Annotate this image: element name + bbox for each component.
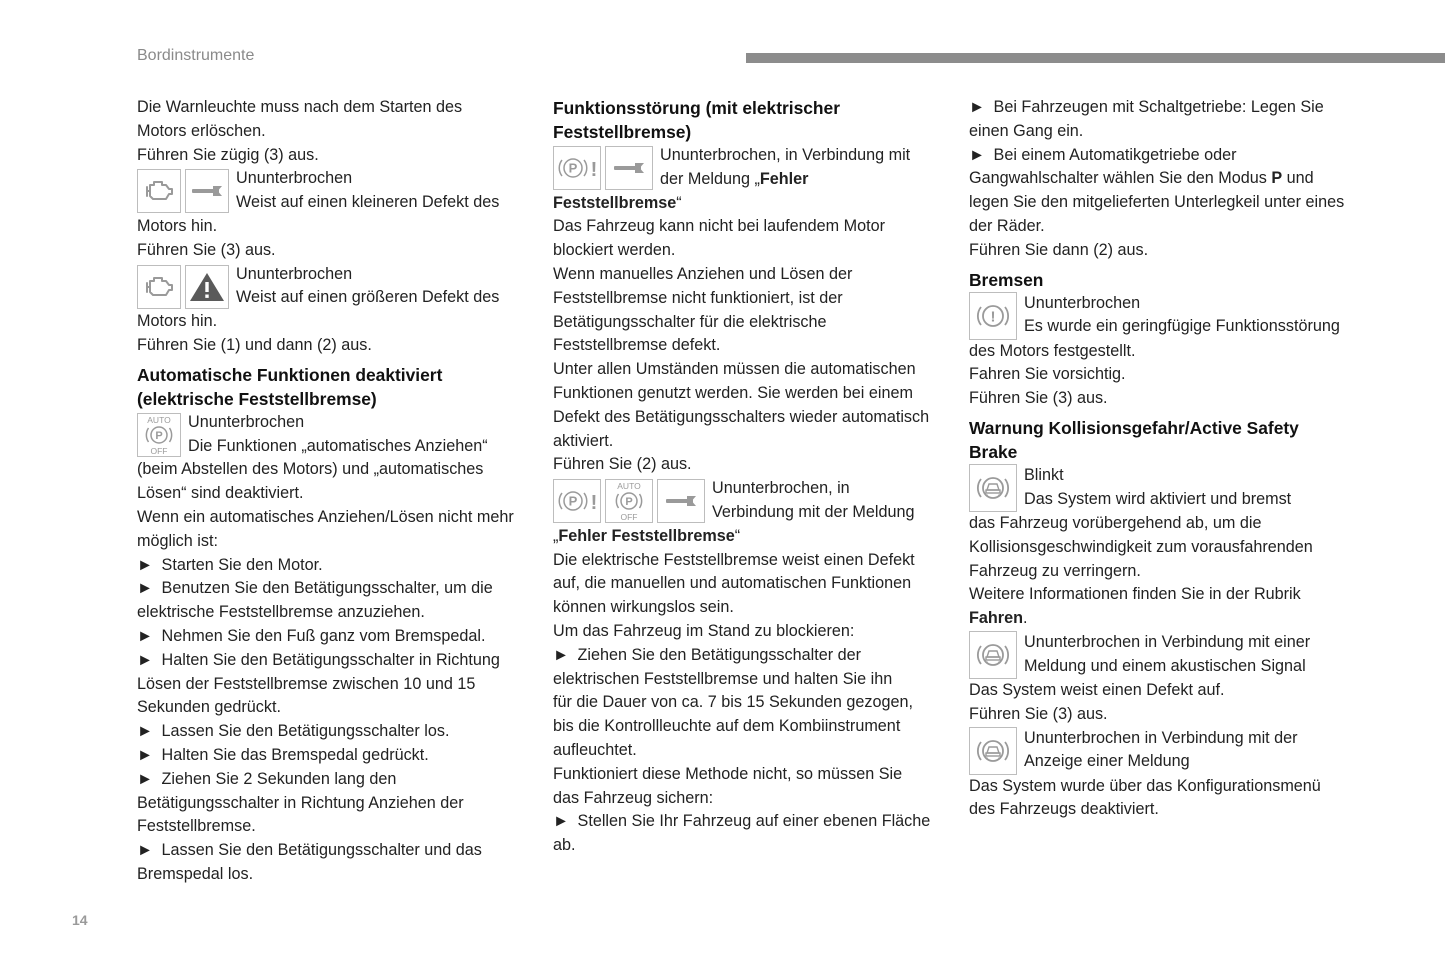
wrench-icon [657, 479, 705, 523]
auto-off-parking-icon [137, 413, 181, 457]
indicator-status: Ununterbrochen in Verbindung mit der [1024, 728, 1298, 747]
indicator-entry [137, 263, 527, 311]
svg-text:!: ! [990, 308, 996, 326]
paragraph: Das System weist einen Defekt auf. [969, 680, 1225, 699]
engine-check-icon [137, 265, 181, 309]
paragraph: (beim Abstellen des Motors) und „automatisches [137, 460, 484, 479]
paragraph: Führen Sie zügig (3) aus. [137, 145, 319, 164]
paragraph: aufleuchtet. [553, 740, 637, 759]
auto-off-parking-icon [605, 479, 653, 523]
paragraph: Feststellbremse defekt. [553, 336, 721, 355]
svg-text:OFF: OFF [150, 445, 168, 456]
indicator-description: der Meldung „Fehler [660, 169, 809, 188]
paragraph: Defekt des Betätigungsschalters wieder automatisch [553, 407, 930, 426]
bullet-arrow-icon: ► [137, 555, 154, 574]
svg-text:P: P [568, 160, 578, 176]
paragraph: Sekunden gedrückt. [137, 698, 281, 717]
active-safety-brake-icon [969, 464, 1017, 512]
indicator-status: Ununterbrochen [236, 169, 353, 188]
indicator-entry [969, 292, 1369, 340]
message-label: Feststellbremse“ [553, 193, 682, 212]
bullet-arrow-icon: ► [137, 650, 154, 669]
paragraph: Unter allen Umständen müssen die automatischen [553, 360, 916, 379]
paragraph: elektrischen Feststellbremse und halten Sie ihn [553, 669, 893, 688]
paragraph: Betätigungsschalter für die elektrische [553, 312, 827, 331]
paragraph: Die Warnleuchte muss nach dem Starten des [137, 98, 463, 116]
indicator-status: Ununterbrochen [236, 264, 353, 283]
svg-text:P: P [568, 493, 578, 509]
svg-text:!: ! [590, 159, 598, 181]
paragraph: Führen Sie (3) aus. [969, 389, 1108, 408]
bullet-item: ► Bei Fahrzeugen mit Schaltgetriebe: Legen Sie [969, 98, 1324, 116]
bullet-item: ► Starten Sie den Motor. [137, 555, 323, 574]
bullet-item: ► Halten Sie das Bremspedal gedrückt. [137, 745, 429, 764]
indicator-description: Es wurde ein geringfügige Funktionsstörung [1024, 317, 1340, 336]
paragraph: Weitere Informationen finden Sie in der Rubrik [969, 585, 1301, 604]
paragraph: Lösen der Feststellbremse zwischen 10 und 15 [137, 674, 476, 693]
paragraph: blockiert werden. [553, 241, 676, 260]
paragraph: Das System wurde über das Konfigurationsmenü [969, 776, 1321, 795]
paragraph: möglich ist: [137, 531, 218, 550]
engine-check-icon [137, 169, 181, 213]
subheading: Warnung Kollisionsgefahr/Active Safety [969, 417, 1299, 438]
subheading: Funktionsstörung (mit elektrischer [553, 98, 840, 118]
header-bar [746, 53, 1445, 63]
active-safety-brake-icon [969, 631, 1017, 679]
message-label: „Fehler Feststellbremse“ [553, 526, 741, 545]
warning-triangle-icon [185, 265, 229, 309]
indicator-entry [137, 167, 527, 215]
bullet-arrow-icon: ► [137, 579, 154, 598]
column-3 [969, 96, 1369, 822]
paragraph: Wenn manuelles Anziehen und Lösen der [553, 264, 853, 283]
bullet-arrow-icon: ► [969, 98, 986, 116]
indicator-description: Verbindung mit der Meldung [712, 502, 915, 521]
indicator-status: Ununterbrochen, in Verbindung mit [660, 146, 911, 164]
paragraph: einen Gang ein. [969, 121, 1084, 140]
bullet-arrow-icon: ► [137, 769, 154, 788]
indicator-description: Das System wird aktiviert und bremst [1024, 489, 1292, 508]
column-2 [553, 96, 948, 858]
bullet-arrow-icon: ► [137, 745, 154, 764]
bullet-item: ► Halten Sie den Betätigungsschalter in Richtung [137, 650, 500, 669]
bullet-item: ► Bei einem Automatikgetriebe oder [969, 145, 1237, 164]
indicator-status: Blinkt [1024, 465, 1064, 484]
paragraph: das Fahrzeug vorübergehend ab, um die [969, 513, 1262, 532]
indicator-description: Die Funktionen „automatisches Anziehen“ [188, 436, 488, 455]
paragraph: Fahren Sie vorsichtig. [969, 365, 1126, 384]
subheading: Brake [969, 441, 1018, 462]
paragraph: Um das Fahrzeug im Stand zu blockieren: [553, 621, 855, 640]
subheading: Feststellbremse) [553, 122, 692, 142]
wrench-icon [185, 169, 229, 213]
active-safety-brake-icon [969, 727, 1017, 775]
indicator-entry [969, 631, 1369, 679]
paragraph: Führen Sie (3) aus. [137, 240, 276, 259]
subheading: Automatische Funktionen deaktiviert [137, 364, 443, 385]
parking-brake-fault-icon [553, 146, 601, 190]
indicator-description: Meldung und einem akustischen Signal [1024, 656, 1306, 675]
paragraph: Das Fahrzeug kann nicht bei laufendem Motor [553, 217, 886, 236]
svg-text:OFF: OFF [620, 512, 638, 523]
svg-text:P: P [625, 496, 633, 509]
paragraph: können wirkungslos sein. [553, 598, 734, 617]
indicator-description: Weist auf einen kleineren Defekt des [236, 193, 500, 212]
paragraph: Motors hin. [137, 312, 218, 331]
paragraph: legen Sie den mitgelieferten Unterlegkeil unter eines [969, 193, 1345, 212]
svg-text:AUTO: AUTO [147, 414, 171, 425]
brake-warning-icon [969, 292, 1017, 340]
paragraph: für die Dauer von ca. 7 bis 15 Sekunden gezogen, [553, 693, 913, 712]
bullet-item: ► Nehmen Sie den Fuß ganz vom Bremspedal. [137, 626, 486, 645]
paragraph: Gangwahlschalter wählen Sie den Modus P und [969, 169, 1314, 188]
paragraph: elektrische Feststellbremse anzuziehen. [137, 603, 425, 622]
paragraph: Führen Sie (3) aus. [969, 704, 1108, 723]
wrench-icon [605, 146, 653, 190]
paragraph: Funktionen genutzt werden. Sie werden bei einem [553, 383, 913, 402]
bullet-item: ► Benutzen Sie den Betätigungsschalter, um die [137, 579, 493, 598]
column-1 [137, 96, 527, 887]
paragraph: der Räder. [969, 216, 1045, 235]
paragraph: Feststellbremse nicht funktioniert, ist der [553, 288, 843, 307]
paragraph: Lösen“ sind deaktiviert. [137, 484, 304, 503]
indicator-entry [137, 411, 527, 459]
paragraph: Motors erlöschen. [137, 121, 266, 140]
bullet-arrow-icon: ► [137, 626, 154, 645]
bullet-item: ► Lassen Sie den Betätigungsschalter los. [137, 722, 450, 741]
bullet-arrow-icon: ► [137, 841, 154, 860]
paragraph: des Motors festgestellt. [969, 341, 1136, 360]
bullet-item: ► Stellen Sie Ihr Fahrzeug auf einer ebenen Fläche [553, 812, 931, 831]
paragraph: Feststellbremse. [137, 817, 256, 836]
paragraph: das Fahrzeug sichern: [553, 788, 714, 807]
paragraph: Fahrzeug zu verringern. [969, 561, 1141, 580]
indicator-entry [969, 464, 1369, 512]
indicator-description: Weist auf einen größeren Defekt des [236, 288, 500, 307]
indicator-status: Ununterbrochen in Verbindung mit einer [1024, 632, 1311, 651]
paragraph: Wenn ein automatisches Anziehen/Lösen nicht mehr [137, 507, 514, 526]
paragraph: Motors hin. [137, 216, 218, 235]
paragraph: auf, die manuellen und automatischen Funktionen [553, 574, 912, 593]
paragraph: Fahren. [969, 609, 1028, 628]
paragraph: Kollisionsgeschwindigkeit zum vorausfahrenden [969, 537, 1313, 556]
section-title: Bordinstrumente [137, 47, 255, 64]
page-number: 14 [72, 912, 88, 928]
indicator-status: Ununterbrochen [1024, 293, 1141, 312]
paragraph: aktiviert. [553, 431, 614, 450]
bullet-item: ► Ziehen Sie 2 Sekunden lang den [137, 769, 397, 788]
indicator-entry [969, 727, 1369, 775]
paragraph: des Fahrzeugs deaktiviert. [969, 800, 1159, 819]
subheading: (elektrische Feststellbremse) [137, 388, 377, 409]
svg-text:P: P [155, 429, 163, 442]
paragraph: Die elektrische Feststellbremse weist einen Defekt [553, 550, 915, 569]
paragraph: Führen Sie (2) aus. [553, 455, 692, 474]
paragraph: Führen Sie dann (2) aus. [969, 240, 1149, 259]
subheading: Bremsen [969, 269, 1044, 290]
indicator-status: Ununterbrochen [188, 412, 305, 431]
paragraph: Bremspedal los. [137, 864, 254, 883]
bullet-arrow-icon: ► [553, 645, 570, 664]
indicator-status: Ununterbrochen, in [712, 479, 850, 498]
indicator-entry [553, 477, 948, 525]
indicator-entry [553, 144, 948, 192]
svg-text:!: ! [590, 492, 598, 515]
paragraph: Funktioniert diese Methode nicht, so müssen Sie [553, 764, 903, 783]
paragraph: bis die Kontrollleuchte auf dem Kombiinstrument [553, 717, 901, 736]
svg-text:AUTO: AUTO [617, 481, 641, 492]
paragraph: Führen Sie (1) und dann (2) aus. [137, 335, 372, 354]
bullet-item: ► Lassen Sie den Betätigungsschalter und das [137, 841, 482, 860]
paragraph: Betätigungsschalter in Richtung Anziehen der [137, 793, 464, 812]
bullet-arrow-icon: ► [553, 812, 570, 831]
parking-brake-fault-icon [553, 479, 601, 523]
bullet-item: ► Ziehen Sie den Betätigungsschalter der [553, 645, 861, 664]
bullet-arrow-icon: ► [969, 145, 986, 164]
bullet-arrow-icon: ► [137, 722, 154, 741]
paragraph: ab. [553, 836, 576, 855]
indicator-description: Anzeige einer Meldung [1024, 752, 1190, 771]
